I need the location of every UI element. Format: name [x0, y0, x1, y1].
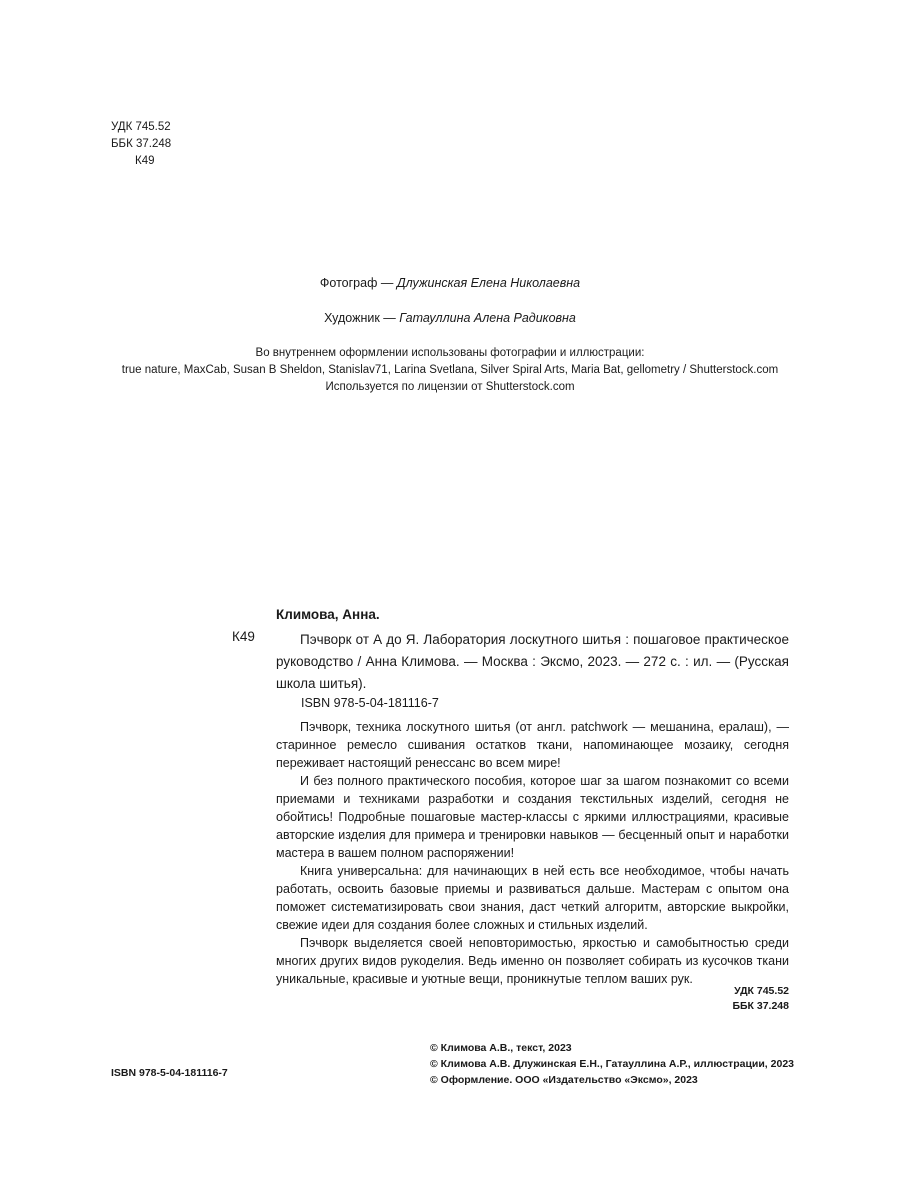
- annotation-paragraph: И без полного практического пособия, которое шаг за шагом познакомит со всеми приемами и техниками разработки и создания текстильных изделий, сегодня не обойтись! Подробные пошаговые мастер-классы с яркими иллюстрациями, красивые авторские изделия для примера и тренировки навыков — бесценный опыт и наработки мастера в вашем полном распоряжении!: [276, 774, 789, 860]
- annotation: [276, 718, 789, 988]
- illustrations-note: [0, 345, 900, 396]
- artist-role: Художник —: [324, 311, 400, 325]
- author-mark: К49: [135, 155, 155, 167]
- photographer-role: Фотограф —: [319, 276, 397, 290]
- bottom-bbk-code: ББК 37.248: [732, 1000, 789, 1012]
- author-heading: Климова, Анна.: [276, 607, 380, 622]
- bibliographic-description: Пэчворк от А до Я. Лаборатория лоскутного шитья : пошаговое практическое руководство / Анна Климова. — Москва : Эксмо, 2023. — 272 с. : ил. — (Русская школа шитья).: [276, 632, 789, 691]
- artist-name: Гатауллина Алена Радиковна: [399, 311, 576, 325]
- isbn-bottom: ISBN 978-5-04-181116-7: [111, 1067, 228, 1079]
- copyright-line: © Оформление. ООО «Издательство «Эксмо», 2023: [430, 1074, 698, 1086]
- copyright-line: © Климова А.В., текст, 2023: [430, 1042, 572, 1054]
- annotation-paragraph: Книга универсальна: для начинающих в ней есть все необходимое, чтобы начать работать, освоить базовые приемы и развиваться дальше. Мастерам с опытом она поможет систематизировать свои знания, даст четкий алгоритм, авторские выкройки, свежие идеи для создания более сложных и стильных изделий.: [276, 864, 789, 932]
- illustrations-note-line: true nature, MaxCab, Susan B Sheldon, Stanislav71, Larina Svetlana, Silver Spiral Arts, Maria Bat, gellometry / Shutterstock.com: [121, 364, 779, 376]
- annotation-paragraph: Пэчворк, техника лоскутного шитья (от англ. patchwork — мешанина, ералаш), — старинное ремесло сшивания остатков ткани, напоминающее мозаику, сегодня переживает настоящий ренессанс во всем мире!: [276, 720, 789, 770]
- bibliographic-author-mark: К49: [232, 629, 255, 644]
- bottom-classification-codes: [600, 984, 789, 1014]
- copyright-block: [430, 1040, 794, 1088]
- photographer-name: Длужинская Елена Николаевна: [396, 276, 581, 290]
- annotation-paragraph: Пэчворк выделяется своей неповторимостью, яркостью и самобытностью среди многих других видов рукоделия. Ведь именно он позволяет собирать из кусочков ткани уникальные, красивые и уютные вещи, проникнутые теплом ваших рук.: [276, 936, 789, 986]
- bottom-udk-code: УДК 745.52: [734, 985, 789, 997]
- photographer-credit: [0, 276, 900, 290]
- isbn: ISBN 978-5-04-181116-7: [301, 696, 439, 710]
- bbk-code: ББК 37.248: [111, 138, 172, 150]
- illustrations-note-line: Во внутреннем оформлении использованы фотографии и иллюстрации:: [255, 347, 645, 359]
- illustrations-note-line: Используется по лицензии от Shutterstock.com: [325, 381, 575, 393]
- classification-codes: [111, 119, 171, 170]
- copyright-line: © Климова А.В. Длужинская Е.Н., Гатауллина А.Р., иллюстрации, 2023: [430, 1058, 795, 1070]
- artist-credit: [0, 311, 900, 325]
- udk-code: УДК 745.52: [111, 121, 171, 133]
